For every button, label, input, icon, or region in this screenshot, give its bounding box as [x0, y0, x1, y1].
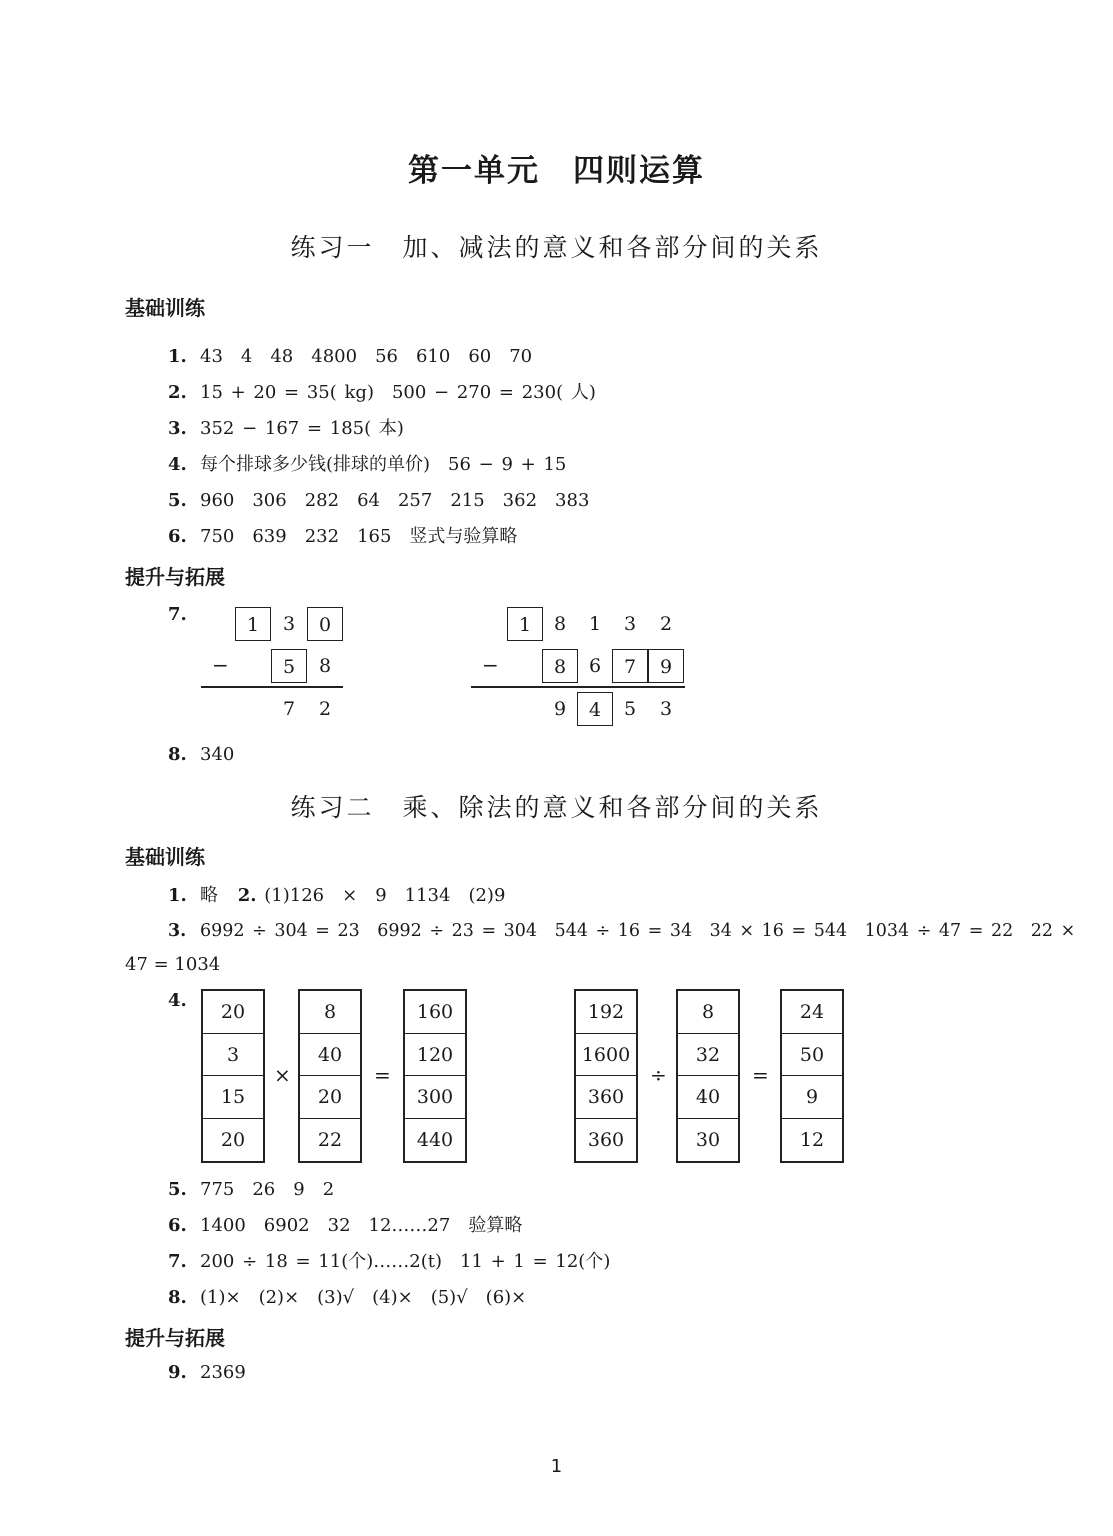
answer-item: [168, 1247, 610, 1273]
item-text: 15 + 20 = 35( kg) 500 − 270 = 230( 人): [200, 382, 596, 403]
table-cell: 30: [695, 1128, 721, 1151]
item-text: 200 ÷ 18 = 11(个)……2(t) 11 + 1 = 12(个): [200, 1251, 611, 1272]
multiply-sign: ×: [274, 1063, 291, 1087]
basic-training-heading: 基础训练: [125, 845, 205, 869]
puzzle-digit: 8: [553, 613, 567, 635]
puzzle-digit: 7: [612, 649, 648, 683]
answer-item: [168, 450, 566, 476]
puzzle-digit: 9: [648, 649, 684, 683]
item-text: 775 26 9 2: [200, 1179, 335, 1200]
puzzle-digit: 1: [507, 607, 543, 641]
extension-heading: 提升与拓展: [125, 1326, 225, 1350]
answer-item: [168, 1362, 246, 1383]
table-cell: 120: [405, 1034, 465, 1077]
puzzle-digit: 5: [271, 649, 307, 683]
item-text-continued: 47 = 1034: [125, 954, 221, 975]
table-cell: 20: [203, 991, 263, 1034]
table-cell: 300: [405, 1076, 465, 1119]
table-cell: 8: [678, 991, 738, 1034]
item-number: 4.: [168, 454, 187, 475]
table-cell: 8: [300, 991, 360, 1034]
puzzle-digit: 6: [588, 655, 602, 677]
minus-sign: −: [482, 653, 499, 677]
puzzle-digit: 1: [235, 607, 271, 641]
table-cell: 12: [799, 1128, 825, 1151]
basic-training-heading: 基础训练: [125, 296, 205, 320]
item-text: 6992 ÷ 304 = 23 6992 ÷ 23 = 304 544 ÷ 16 = 34 34 × 16 = 544 1034 ÷ 47 = 22 22 ×: [200, 921, 1076, 941]
answer-item: [168, 342, 532, 368]
puzzle-digit: 2: [318, 698, 332, 720]
puzzle-digit: 4: [577, 692, 613, 726]
table-cell: 360: [587, 1128, 625, 1151]
item-number: 8.: [168, 744, 187, 765]
divisor-column: [676, 989, 740, 1163]
table-cell: 22: [317, 1128, 343, 1151]
table-cell: 1600: [576, 1034, 636, 1077]
item-number: 7.: [168, 604, 187, 625]
table-cell: 40: [300, 1034, 360, 1077]
table-cell: 9: [782, 1076, 842, 1119]
table-cell: 192: [576, 991, 636, 1034]
answer-item: [168, 744, 234, 765]
exercise-1-title: 练习一 加、减法的意义和各部分间的关系: [290, 233, 823, 262]
item-text: 每个排球多少钱(排球的单价) 56 − 9 + 15: [200, 454, 567, 475]
puzzle-digit: 5: [623, 698, 637, 720]
equals-sign: =: [374, 1063, 391, 1087]
item-text: 1400 6902 32 12……27 验算略: [200, 1215, 523, 1236]
table-cell: 3: [203, 1034, 263, 1077]
item-number: 2.: [168, 382, 187, 403]
table-cell: 32: [678, 1034, 738, 1077]
sum-line: [201, 686, 343, 688]
table-cell: 40: [678, 1076, 738, 1119]
puzzle-digit: 0: [307, 607, 343, 641]
answer-item: [168, 522, 517, 548]
item-number: 8.: [168, 1287, 187, 1308]
item-number: 6.: [168, 526, 187, 547]
puzzle-digit: 8: [318, 655, 332, 677]
table-cell: 20: [300, 1076, 360, 1119]
table-cell: 440: [416, 1128, 454, 1151]
answer-item: [168, 917, 1075, 942]
answer-item: [168, 1283, 526, 1309]
quotient-column: [780, 989, 844, 1163]
answer-item: [168, 378, 596, 404]
puzzle-digit: 7: [282, 698, 296, 720]
puzzle-digit: 2: [659, 613, 673, 635]
item-number: 6.: [168, 1215, 187, 1236]
item-text: 略: [200, 885, 218, 906]
answer-item: [168, 881, 505, 907]
item-number: 2.: [237, 885, 257, 906]
page-number: 1: [550, 1456, 563, 1477]
item-text: (1)× (2)× (3)√ (4)× (5)√ (6)×: [200, 1287, 527, 1308]
item-number: 3.: [168, 418, 187, 439]
item-number: 7.: [168, 1251, 187, 1272]
minus-sign: −: [212, 653, 229, 677]
divide-sign: ÷: [650, 1063, 667, 1087]
unit-title: 第一单元 四则运算: [408, 153, 705, 189]
factor-column-a: [201, 989, 265, 1163]
factor-column-b: [298, 989, 362, 1163]
puzzle-digit: 8: [542, 649, 578, 683]
table-cell: 15: [203, 1076, 263, 1119]
item-text: 2369: [200, 1362, 246, 1383]
dividend-column: [574, 989, 638, 1163]
answer-item: [168, 486, 589, 512]
item-text: (1)126 × 9 1134 (2)9: [264, 885, 506, 906]
item-number: 3.: [168, 921, 187, 941]
puzzle-digit: 3: [282, 613, 296, 635]
item-text: 43 4 48 4800 56 610 60 70: [200, 346, 533, 367]
answer-item: [168, 414, 404, 440]
answer-item: [168, 1211, 522, 1237]
puzzle-digit: 1: [588, 613, 602, 635]
extension-heading: 提升与拓展: [125, 565, 225, 589]
puzzle-digit: 3: [659, 698, 673, 720]
item-number: 1.: [168, 346, 187, 367]
item-number: 5.: [168, 1179, 187, 1200]
item-text: 352 − 167 = 185( 本): [200, 418, 404, 439]
equals-sign: =: [752, 1063, 769, 1087]
item-number: 5.: [168, 490, 187, 511]
item-number: 1.: [168, 885, 187, 906]
sum-line: [471, 686, 685, 688]
table-cell: 360: [576, 1076, 636, 1119]
product-column: [403, 989, 467, 1163]
item-text: 750 639 232 165 竖式与验算略: [200, 526, 518, 547]
item-number: 9.: [168, 1362, 187, 1383]
item-text: 340: [200, 744, 235, 765]
table-cell: 160: [405, 991, 465, 1034]
table-cell: 20: [220, 1128, 246, 1151]
exercise-2-title: 练习二 乘、除法的意义和各部分间的关系: [290, 793, 823, 822]
answer-item: [168, 1175, 334, 1201]
item-number: 4.: [168, 990, 187, 1011]
item-text: 960 306 282 64 257 215 362 383: [200, 490, 590, 511]
puzzle-digit: 3: [623, 613, 637, 635]
table-cell: 24: [782, 991, 842, 1034]
table-cell: 50: [782, 1034, 842, 1077]
puzzle-digit: 9: [553, 698, 567, 720]
